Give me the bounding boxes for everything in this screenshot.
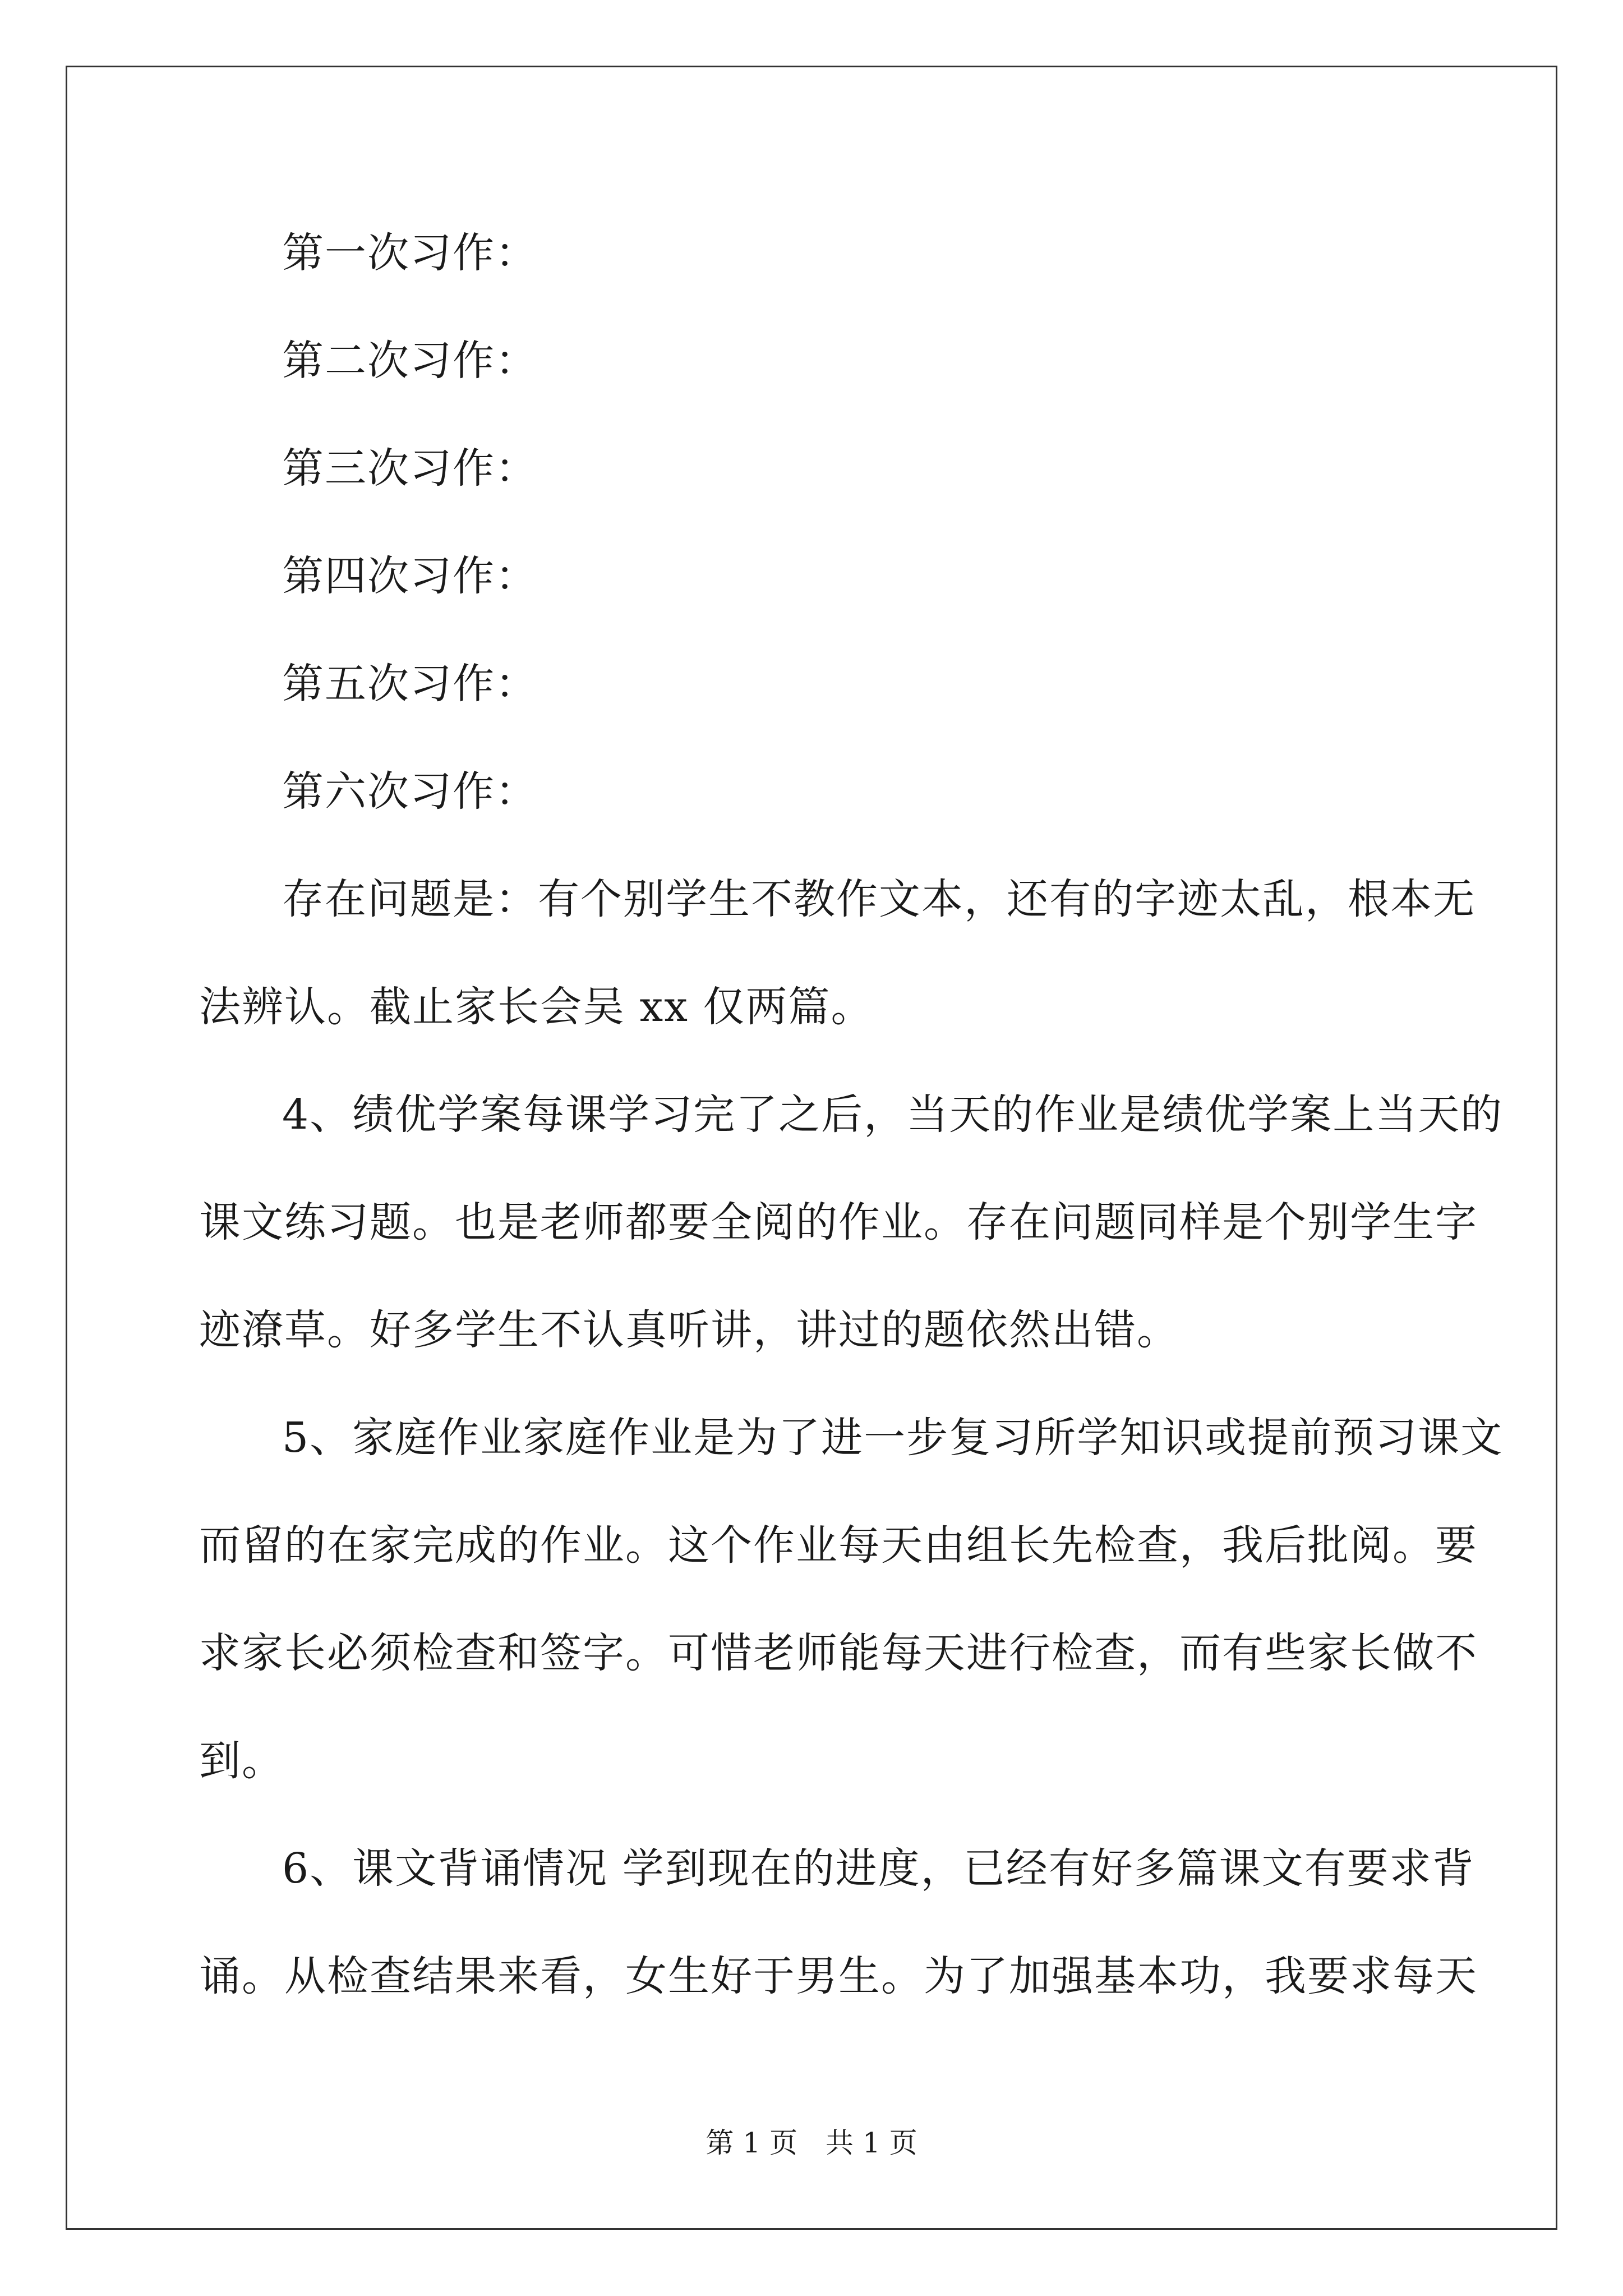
text-line: 第三次习作： bbox=[282, 444, 538, 493]
text-line: 而留的在家完成的作业。这个作业每天由组长先检查，我后批阅。要 bbox=[199, 1521, 1478, 1570]
text-line: 5、家庭作业家庭作业是为了进一步复习所学知识或提前预习课文 bbox=[282, 1414, 1504, 1462]
page-total: 共 1 页 bbox=[826, 2127, 917, 2159]
text-line: 4、绩优学案每课学习完了之后，当天的作业是绩优学案上当天的 bbox=[282, 1091, 1504, 1139]
text-line: 第六次习作： bbox=[282, 767, 538, 816]
document-body bbox=[199, 199, 1504, 2030]
text-line: 6、课文背诵情况 学到现在的进度，已经有好多篇课文有要求背 bbox=[282, 1844, 1475, 1893]
text-line: 课文练习题。也是老师都要全阅的作业。存在问题同样是个别学生字 bbox=[199, 1198, 1478, 1246]
text-line: 第一次习作： bbox=[282, 229, 538, 277]
text-line: 第四次习作： bbox=[282, 552, 538, 600]
page-number: 第 1 页 bbox=[706, 2127, 797, 2159]
text-line: 迹潦草。好多学生不认真听讲，讲过的题依然出错。 bbox=[199, 1306, 1179, 1354]
text-line: 诵。从检查结果来看，女生好于男生。为了加强基本功，我要求每天 bbox=[199, 1952, 1478, 2000]
text-line: 法辨认。截止家长会吴 xx 仅两篇。 bbox=[199, 983, 874, 1031]
text-line: 求家长必须检查和签字。可惜老师能每天进行检查，而有些家长做不 bbox=[199, 1629, 1478, 1677]
text-line: 存在问题是：有个别学生不教作文本，还有的字迹太乱，根本无 bbox=[282, 875, 1476, 923]
page-footer bbox=[0, 2126, 1623, 2160]
text-line: 到。 bbox=[199, 1737, 284, 1785]
text-line: 第五次习作： bbox=[282, 660, 538, 708]
text-line: 第二次习作： bbox=[282, 337, 538, 385]
